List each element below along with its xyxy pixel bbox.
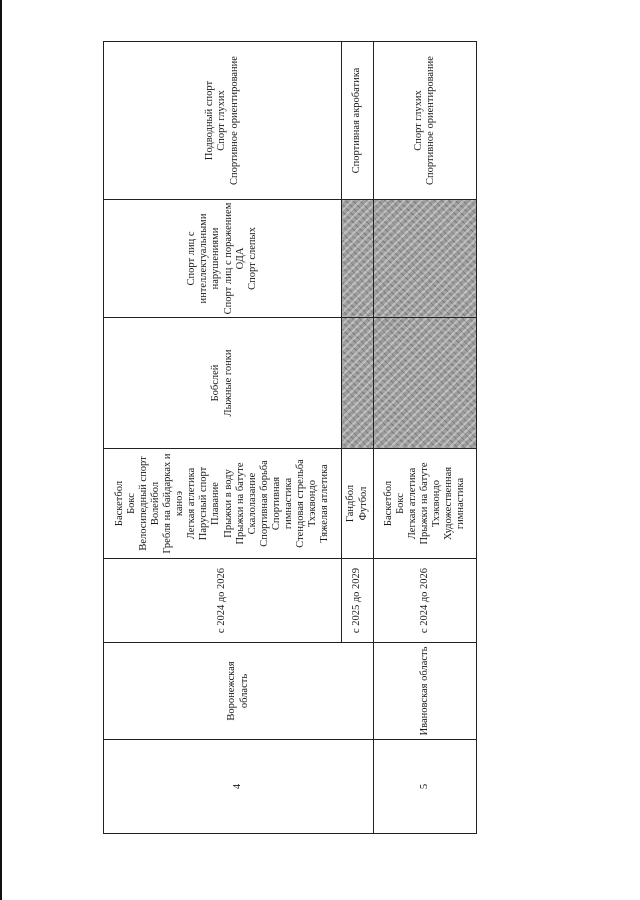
other-sports-list bbox=[342, 42, 374, 200]
sport-item: Бокс bbox=[394, 493, 406, 514]
region-name: Воронежская область bbox=[104, 643, 374, 740]
other-sports-list bbox=[374, 42, 477, 200]
sport-item: Плавание bbox=[210, 482, 222, 525]
row-number: 5 bbox=[374, 740, 477, 834]
sport-item: Легкая атлетика bbox=[406, 467, 418, 540]
sport-item: Спортивное ориентирование bbox=[228, 56, 240, 185]
period-cell: с 2025 до 2029 bbox=[342, 559, 374, 643]
sport-item: Спортивная борьба bbox=[258, 460, 270, 547]
sport-item: Спортивное ориентирование bbox=[425, 56, 436, 185]
sport-item: Спортивная акробатика bbox=[351, 67, 363, 174]
sport-item: Гребля на байдарках и каноэ bbox=[162, 453, 186, 554]
sport-item: Велосипедный спорт bbox=[138, 456, 150, 551]
sport-item: Парусный спорт bbox=[198, 466, 210, 541]
sport-item: Спортивная гимнастика bbox=[270, 476, 294, 531]
period-cell: с 2024 до 2026 bbox=[104, 559, 342, 643]
region-name: Ивановская область bbox=[374, 643, 477, 740]
sport-item: Лыжные гонки bbox=[222, 349, 234, 417]
sport-item: Баскетбол bbox=[382, 480, 394, 527]
sport-item: Спорт глухих bbox=[412, 90, 424, 151]
sports-list bbox=[374, 449, 477, 559]
sport-item: Тхэквондо bbox=[431, 480, 443, 527]
shaded-empty-cell bbox=[342, 200, 374, 318]
period-cell: с 2024 до 2026 bbox=[374, 559, 477, 643]
sport-item: Легкая атлетика bbox=[186, 467, 198, 540]
table-row bbox=[104, 42, 342, 834]
other-sports-list bbox=[104, 42, 342, 200]
sport-item: Спорт лиц с интеллектуальными нарушениями bbox=[186, 213, 222, 304]
shaded-empty-cell bbox=[342, 318, 374, 449]
winter-sports-list bbox=[104, 318, 342, 449]
sport-item: Прыжки на батуте bbox=[234, 462, 246, 545]
sport-item: Прыжки на батуте bbox=[418, 462, 430, 545]
adaptive-sports-list bbox=[104, 200, 342, 318]
sport-item: Гандбол bbox=[345, 484, 357, 523]
scan-edge bbox=[0, 0, 2, 900]
sport-item: Стендовая стрельба bbox=[294, 459, 306, 548]
sports-list bbox=[342, 449, 374, 559]
sport-item: Художественная гимнастика bbox=[443, 466, 467, 541]
shaded-empty-cell bbox=[374, 200, 477, 318]
row-number: 4 bbox=[104, 740, 374, 834]
sport-item: Тяжелая атлетика bbox=[319, 464, 330, 543]
sport-item: Волейбол bbox=[150, 481, 162, 526]
sport-item: Прыжки в воду bbox=[222, 469, 234, 538]
sports-list bbox=[104, 449, 342, 559]
sport-item: Спорт слепых bbox=[246, 227, 258, 290]
table-row bbox=[374, 42, 477, 834]
sport-item: Подводный спорт bbox=[204, 80, 216, 161]
sport-item: Бокс bbox=[126, 493, 137, 514]
sport-item: Спорт лиц с поражением ОДА bbox=[222, 202, 246, 315]
sport-item: Тхэквондо bbox=[306, 480, 318, 527]
sport-item: Скалолазание bbox=[246, 472, 258, 535]
sport-item: Бобслей bbox=[210, 364, 222, 402]
sport-item: Баскетбол bbox=[113, 480, 125, 527]
sport-item: Спорт глухих bbox=[216, 90, 228, 151]
regions-table bbox=[103, 41, 477, 834]
sport-item: Футбол bbox=[357, 486, 369, 521]
regions-table-rotated bbox=[103, 42, 476, 834]
shaded-empty-cell bbox=[374, 318, 477, 449]
